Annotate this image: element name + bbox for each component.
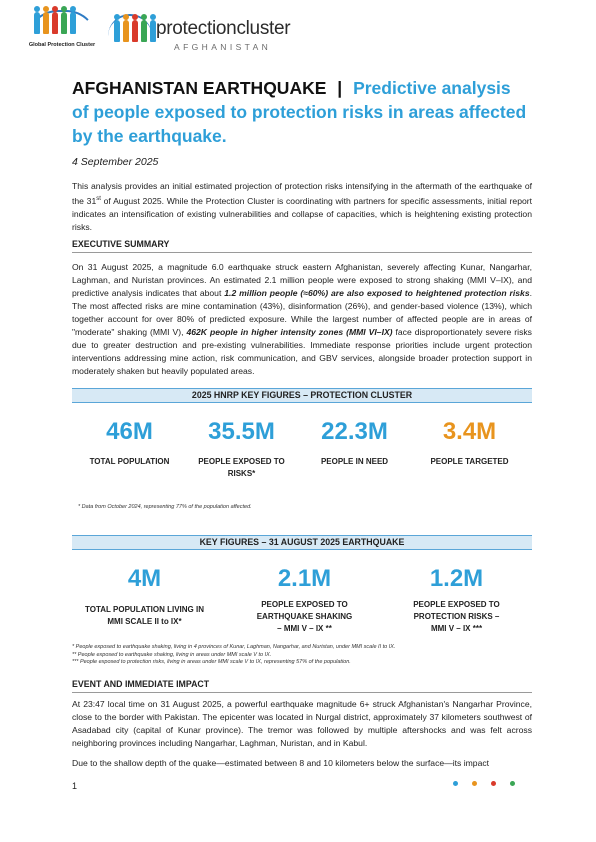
footer-dot-red — [491, 781, 496, 786]
figure-label: PEOPLE TARGETED — [430, 457, 509, 466]
page-number: 1 — [72, 781, 78, 791]
event-paragraph-2: Due to the shallow depth of the quake—estimated between 8 and 10 kilometers below the surface—its impact — [72, 758, 490, 768]
title-subtitle: Predictive analysis of people exposed to protection risks in areas affected by the earthquake. — [72, 78, 527, 146]
quake-footnote-2: ** People exposed to earthquake shaking, living in areas under MMI scale V to IX. — [72, 651, 272, 658]
exec-text-1: On 31 August 2025, a magnitude 6.0 earthquake struck eastern Afghanistan, severely affecting Kunar, Nangarhar, Laghman, and Nuristan provinces. An estimated 2.1 million people were exposed to strong shaking (MMI V–IX), and predictive analysis indicates that about — [72, 262, 532, 298]
figure-label-line1: PEOPLE EXPOSED TO — [413, 600, 500, 609]
footer-dots — [453, 781, 515, 786]
hnrp-figure-targeted — [412, 418, 527, 468]
hnrp-figure-total-population — [72, 418, 187, 468]
hnrp-banner: 2025 HNRP KEY FIGURES – PROTECTION CLUSTER — [72, 388, 532, 403]
footer-dot-blue — [453, 781, 458, 786]
gpc-caption: Global Protection Cluster — [28, 42, 96, 48]
intro-text-2: of August 2025. While the Protection Cluster is coordinating with partners for specific assessments, initial report indicates an intensification of existing vulnerabilities and collapse of capacities, which is heightening existing protection risks. — [72, 195, 532, 232]
title-separator: | — [337, 78, 343, 98]
figure-label-line3: MMI V – IX *** — [430, 624, 483, 633]
quake-footnote-3: *** People exposed to protection risks, living in areas under MMI scale V to IX, representing 57% of the population. — [72, 659, 351, 665]
figure-label: TOTAL POPULATION — [89, 457, 170, 466]
figure-label: PEOPLE EXPOSED TO RISKS* — [198, 457, 285, 478]
global-protection-cluster-logo — [22, 10, 102, 50]
hnrp-footnote: * Data from October 2024, representing 77% of the population affected. — [78, 504, 252, 510]
document-title — [72, 76, 532, 148]
figure-value: 4M — [127, 565, 162, 592]
quake-banner: KEY FIGURES – 31 AUGUST 2025 EARTHQUAKE — [72, 535, 532, 550]
quake-figure-total-population — [72, 565, 217, 628]
figure-label-line1: TOTAL POPULATION LIVING IN — [85, 605, 204, 614]
quake-figure-protection-risks — [384, 565, 529, 635]
footer-dot-green — [510, 781, 515, 786]
pc-country: AFGHANISTAN — [174, 42, 272, 52]
quake-footnote-1: * People exposed to earthquake shaking, living in 4 provinces of Kunar, Laghman, Nangarhar, and Nuristan, under MMI scale II to IX. — [72, 644, 396, 650]
event-paragraph-1: At 23:47 local time on 31 August 2025, a powerful earthquake magnitude 6+ struck Afghanistan's Nangarhar Province, close to the border with Pakistan. The epicenter was located in Nurgal district, approximately 37 kilometers southwest of Asadabad city (capital of Kunar province). The tremor was followed by multiple aftershocks and was felt across neighboring provinces including Nangarhar, Laghman, Nuristan, and in Kabul. — [72, 699, 532, 748]
figure-label-line2: MMI SCALE II to IX* — [107, 617, 182, 626]
figure-value: 35.5M — [208, 418, 275, 445]
exec-text-2: . The most affected risks are mine contamination (43%), disinformation (26%), and gender-based violence (13%), which together account for over 80% of predicted exposure. While the largest number of affected people are in areas of "moderate" shaking (MMI V), — [72, 288, 533, 337]
pc-name: protectioncluster — [156, 18, 291, 39]
figure-label-line2: EARTHQUAKE SHAKING — [256, 612, 353, 621]
hnrp-figure-exposed — [184, 418, 299, 480]
exec-emphasis-1: 1.2 million people (≈60%) are also exposed to heightened protection risks — [224, 288, 530, 298]
quake-footnotes — [72, 644, 532, 667]
executive-summary-paragraph — [72, 261, 532, 378]
intro-sup: st — [96, 196, 101, 202]
title-main: AFGHANISTAN EARTHQUAKE — [72, 78, 327, 98]
figure-value: 1.2M — [429, 565, 484, 592]
figure-label-line1: PEOPLE EXPOSED TO — [261, 600, 348, 609]
executive-summary-heading: EXECUTIVE SUMMARY — [72, 239, 532, 253]
figure-label: PEOPLE IN NEED — [320, 457, 389, 466]
event-heading: EVENT AND IMMEDIATE IMPACT — [72, 679, 532, 693]
exec-text-3: face disproportionately severe risks due to greater destruction and pre-existing vulnerabilities. Immediate response priorities include urgent protection interventions addressing mine action, risk communication, and GBV services, alongside broader protection support in moderately shaken but heavily populated areas. — [72, 327, 532, 376]
hnrp-figure-in-need — [297, 418, 412, 468]
figure-value: 2.1M — [277, 565, 332, 592]
intro-text-1: This analysis provides an initial estimated projection of protection risks intensifying in the aftermath of the earthquake of the 31 — [72, 181, 532, 206]
figure-value: 46M — [106, 418, 153, 445]
figure-label-line3: – MMI V – IX ** — [277, 624, 332, 633]
figure-value: 3.4M — [442, 418, 497, 445]
figure-value: 22.3M — [321, 418, 388, 445]
quake-figures — [72, 565, 532, 640]
exec-emphasis-2: 462K people in higher intensity zones (MMI VI–IX) — [186, 327, 393, 337]
figure-label-line2: PROTECTION RISKS – — [413, 612, 500, 621]
footer-dot-orange — [472, 781, 477, 786]
protection-cluster-afghanistan-logo — [108, 12, 291, 52]
hnrp-figures — [72, 418, 532, 498]
document-date: 4 September 2025 — [72, 156, 159, 168]
quake-figure-shaking — [232, 565, 377, 635]
intro-paragraph — [72, 180, 532, 234]
